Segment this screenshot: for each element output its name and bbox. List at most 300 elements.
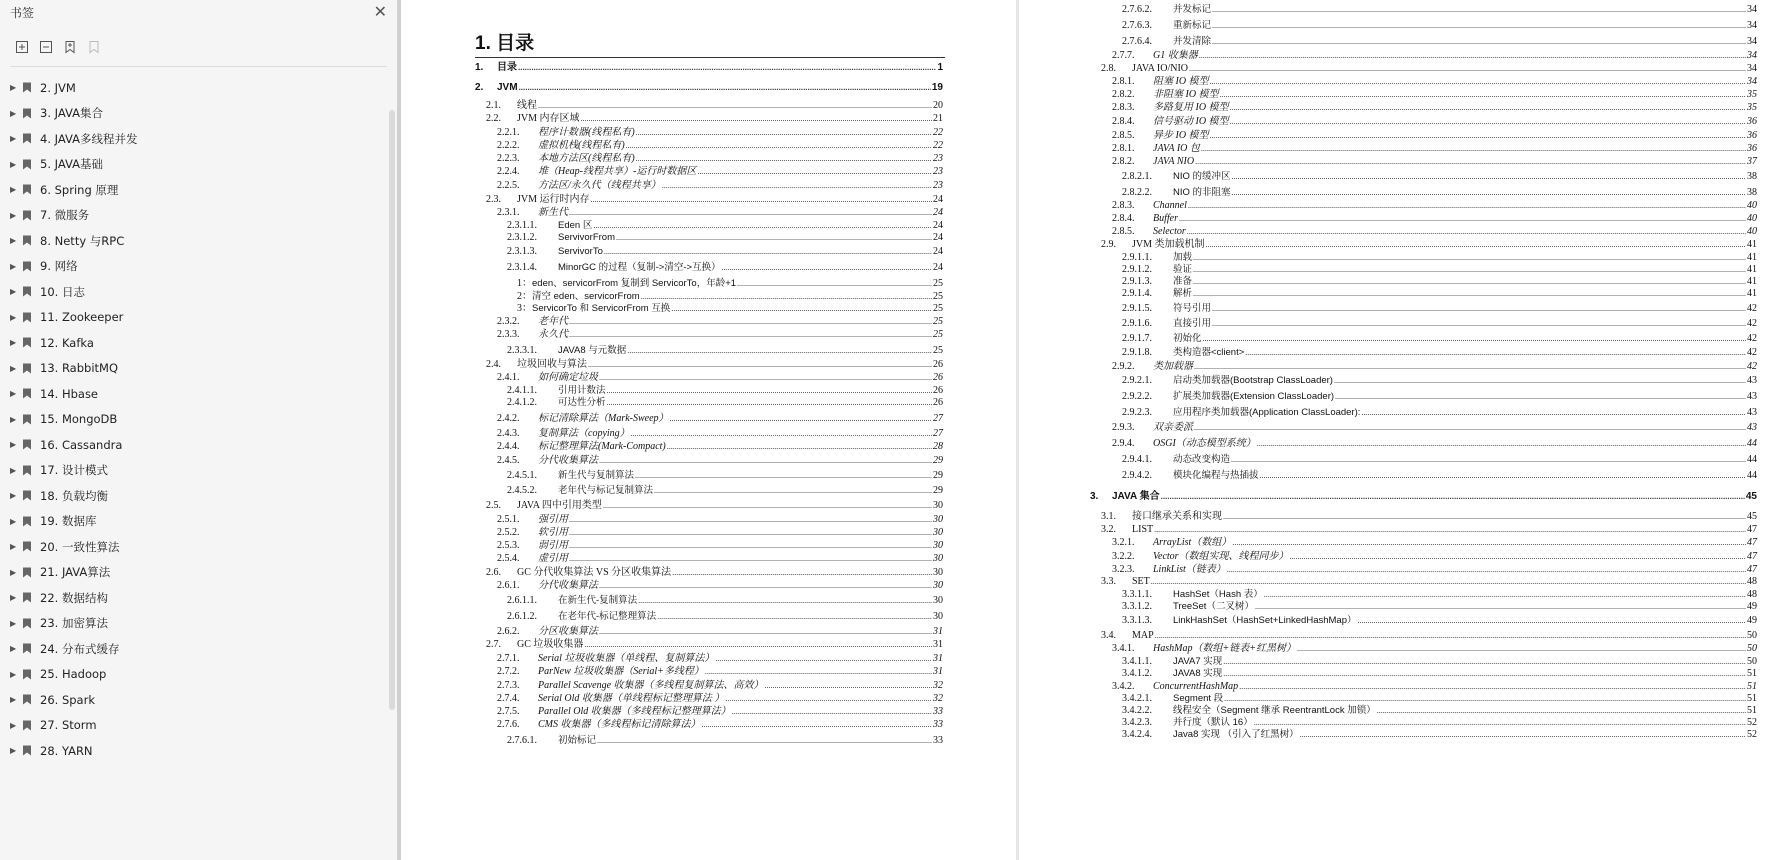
toc-text: LinkHashSet（HashSet+LinkedHashMap） [1173,615,1357,626]
toc-text: 老年代 [538,316,568,327]
toc-entry[interactable] [1112,89,1757,101]
toc-entry[interactable] [507,485,943,497]
bookmark-item[interactable] [0,432,397,458]
bookmark-label: 12. Kafka [40,335,94,350]
toc-entry[interactable] [517,303,943,315]
bookmark-item[interactable] [0,585,397,611]
page-title: 1. 目录 [475,28,945,58]
toc-page-number: 52 [1747,729,1757,740]
toc-page-number: 1 [937,62,943,73]
toc-number: 2.6.2. [497,626,520,637]
toc-entry[interactable] [1122,303,1757,315]
toc-entry[interactable] [497,455,943,467]
dot-leader [1203,333,1746,345]
toc-page-number: 22 [933,127,943,138]
toc-page-number: 26 [933,385,943,396]
toc-page-number: 41 [1747,276,1757,287]
toc-entry[interactable] [1112,102,1757,114]
toc-text: Serial Old 收集器（单线程标记整理算法 ） [538,693,725,704]
expand-arrow-icon[interactable]: ▶ [10,134,17,144]
dot-leader [1155,630,1746,642]
expand-arrow-icon[interactable]: ▶ [10,287,17,297]
toc-text: JVM 内存区域 [517,113,580,124]
toc-entry[interactable] [507,345,943,357]
toc-page-number: 30 [933,567,943,578]
expand-arrow-icon[interactable]: ▶ [10,83,17,93]
bookmark-icon [22,414,32,425]
bookmark-label: 3. JAVA集合 [40,106,103,121]
bookmark-icon [22,312,32,323]
bookmark-item[interactable] [0,381,397,407]
toc-entry[interactable] [1122,615,1757,627]
toc-number: 2.9.1.2. [1122,264,1152,275]
toc-entry[interactable] [517,278,943,290]
toc-number: 3.4.2. [1112,681,1135,692]
toc-entry[interactable] [1112,438,1757,450]
toc-entry[interactable] [497,329,943,341]
dot-leader [1245,347,1746,359]
toc-text: 类加载器 [1153,361,1193,372]
toc-entry[interactable] [1112,681,1757,693]
toc-entry[interactable] [1101,511,1757,523]
toc-text: 本地方法区(线程私有) [538,153,635,164]
toc-number: 2.7.5. [497,706,520,717]
dot-leader [569,527,932,539]
toc-number: 2.7.3. [497,680,520,691]
toc-entry[interactable] [497,180,943,192]
dot-leader [631,428,932,440]
toc-entry[interactable] [1122,318,1757,330]
expand-all-icon[interactable] [14,39,30,55]
dot-leader [1361,407,1746,419]
toc-entry[interactable] [497,680,943,692]
toc-entry[interactable] [1112,130,1757,142]
toc-entry[interactable] [1122,668,1757,680]
bookmark-item[interactable] [0,228,397,254]
toc-entry[interactable] [497,207,943,219]
dot-leader [591,194,932,206]
bookmark-label: 20. 一致性算法 [40,539,120,554]
toc-entry[interactable] [1090,491,1757,503]
expand-arrow-icon[interactable]: ▶ [10,363,17,373]
toc-entry[interactable] [497,693,943,705]
bookmark-item[interactable] [0,254,397,280]
toc-page-number: 23 [933,180,943,191]
expand-arrow-icon[interactable]: ▶ [10,644,17,654]
toc-entry[interactable] [497,666,943,678]
bookmark-item[interactable] [0,738,397,764]
toc-entry[interactable] [1112,213,1757,225]
toc-text: 启动类加载器(Bootstrap ClassLoader) [1173,375,1333,386]
toc-entry[interactable] [507,385,943,397]
toc-number: 2.8.2. [1112,156,1135,167]
bookmark-label: 2. JVM [40,80,76,95]
toc-number: 2.2. [486,113,501,124]
toc-entry[interactable] [497,527,943,539]
toc-page-number: 38 [1747,171,1757,182]
toc-entry[interactable] [1112,537,1757,549]
toc-entry[interactable] [1112,422,1757,434]
toc-number: 2.3.1.2. [507,232,537,243]
toc-text: NIO 的缓冲区 [1173,171,1231,182]
toc-text: 符号引用 [1173,303,1212,314]
toc-number: 3.4. [1101,630,1116,641]
toc-text: 异步 IO 模型 [1153,130,1209,141]
add-bookmark-icon[interactable] [62,39,78,55]
expand-arrow-icon[interactable]: ▶ [10,720,17,730]
close-icon[interactable]: ✕ [373,2,387,21]
bookmark-item[interactable] [0,75,397,101]
toc-number: 2.7. [486,639,501,650]
toc-text: 分代收集算法 [538,455,598,466]
toc-entry[interactable] [507,220,943,232]
toc-page-number: 26 [933,372,943,383]
bookmark-icon [22,388,32,399]
bookmark-item[interactable] [0,152,397,178]
toc-entry[interactable] [1112,551,1757,563]
expand-arrow-icon[interactable]: ▶ [10,669,17,679]
expand-arrow-icon[interactable]: ▶ [10,338,17,348]
bookmark-icon [22,541,32,552]
expand-arrow-icon[interactable]: ▶ [10,746,17,756]
dot-leader [588,359,932,371]
toc-page-number: 24 [933,232,943,243]
dot-leader [1151,576,1746,588]
toc-entry[interactable] [1122,705,1757,717]
toc-page-number: 23 [933,153,943,164]
toc-entry[interactable] [507,470,943,482]
bookmark-item[interactable] [0,483,397,509]
expand-arrow-icon[interactable]: ▶ [10,108,17,118]
toc-entry[interactable] [1122,20,1757,32]
toc-text: 垃圾回收与算法 [517,359,587,370]
expand-arrow-icon[interactable]: ▶ [10,185,17,195]
toc-number: 3.4.2.3. [1122,717,1152,728]
toc-page-number: 48 [1747,576,1757,587]
toc-number: 2.4.5.1. [507,470,537,481]
toc-entry[interactable] [1112,50,1757,62]
toc-number: 1. [475,62,484,73]
toc-page-number: 43 [1747,422,1757,433]
toc-number: 2.9.1.1. [1122,252,1152,263]
toc-entry[interactable] [1101,630,1757,642]
bookmark-icon[interactable] [86,39,102,55]
toc-page-number: 20 [933,100,943,111]
toc-entry[interactable] [486,194,943,206]
toc-number: 2.9.1.3. [1122,276,1152,287]
toc-entry[interactable] [1122,375,1757,387]
toc-text: 目录 [497,62,517,73]
toc-entry[interactable] [1122,347,1757,359]
toc-entry[interactable] [486,359,943,371]
expand-arrow-icon[interactable]: ▶ [10,210,17,220]
toc-number: 3.4.2.2. [1122,705,1152,716]
toc-entry[interactable] [1122,171,1757,183]
toc-number: 3.3.1.1. [1122,589,1152,600]
dot-leader [641,291,932,303]
toc-entry[interactable] [1101,524,1757,536]
toc-entry[interactable] [497,553,943,565]
toc-entry[interactable] [1122,36,1757,48]
toc-page-number: 33 [933,719,943,730]
toc-text: 程序计数器(线程私有) [538,127,635,138]
toc-text: 如何确定垃圾 [538,372,598,383]
toc-entry[interactable] [507,262,943,274]
expand-arrow-icon[interactable]: ▶ [10,618,17,628]
toc-entry[interactable] [497,653,943,665]
bookmark-label: 19. 数据库 [40,514,97,529]
expand-arrow-icon[interactable]: ▶ [10,465,17,475]
bookmark-item[interactable] [0,177,397,203]
toc-text: Parallel Old 收集器（多线程标记整理算法） [538,706,731,717]
toc-entry[interactable] [1112,76,1757,88]
toc-entry[interactable] [1122,729,1757,741]
toc-entry[interactable] [497,127,943,139]
expand-arrow-icon[interactable]: ▶ [10,261,17,271]
toc-number: 3.2. [1101,524,1116,535]
sidebar-scrollbar[interactable] [389,110,395,710]
toc-entry[interactable] [1122,717,1757,729]
toc-page-number: 51 [1747,681,1757,692]
toc-entry[interactable] [486,639,943,651]
bookmark-item[interactable] [0,509,397,535]
bookmark-item[interactable] [0,662,397,688]
toc-entry[interactable] [497,316,943,328]
toc-entry[interactable] [486,567,943,579]
toc-entry[interactable] [497,166,943,178]
toc-entry[interactable] [1112,643,1757,655]
bookmark-icon [22,286,32,297]
expand-arrow-icon[interactable]: ▶ [10,159,17,169]
dot-leader [1239,681,1746,693]
toc-entry[interactable] [497,372,943,384]
toc-entry[interactable] [497,140,943,152]
toc-number: 2.3.1.4. [507,262,537,273]
bookmark-icon [22,133,32,144]
expand-arrow-icon[interactable]: ▶ [10,440,17,450]
toc-page-number: 40 [1747,226,1757,237]
toc-page-number: 26 [933,397,943,408]
dot-leader [1297,643,1746,655]
expand-arrow-icon[interactable]: ▶ [10,236,17,246]
bookmark-label: 22. 数据结构 [40,590,108,605]
toc-number: 3： [517,303,532,314]
toc-text: 解析 [1173,288,1193,299]
toc-page-number: 30 [933,500,943,511]
toc-page-number: 49 [1747,601,1757,612]
toc-entry[interactable] [497,706,943,718]
bookmark-label: 17. 设计模式 [40,463,108,478]
toc-entry[interactable] [507,595,943,607]
toc-entry[interactable] [1122,333,1757,345]
bookmark-icon [22,108,32,119]
dot-leader [1254,717,1746,729]
toc-number: 2.3.3.1. [507,345,537,356]
toc-text: 复制算法（copying） [538,428,630,439]
toc-text: 动态改变构造 [1173,454,1231,465]
expand-arrow-icon[interactable]: ▶ [10,567,17,577]
toc-entry[interactable] [497,626,943,638]
toc-entry[interactable] [497,413,943,425]
expand-arrow-icon[interactable]: ▶ [10,542,17,552]
toc-number: 2.2.1. [497,127,520,138]
bookmark-label: 11. Zookeeper [40,310,124,325]
expand-arrow-icon[interactable]: ▶ [10,414,17,424]
bookmark-item[interactable] [0,687,397,713]
toc-entry[interactable] [1112,226,1757,238]
dot-leader [1188,200,1746,212]
toc-number: 2.9.2. [1112,361,1135,372]
toc-entry[interactable] [497,441,943,453]
toc-text: ParNew 垃圾收集器（Serial+多线程） [538,666,704,677]
toc-entry[interactable] [1112,116,1757,128]
bookmark-item[interactable] [0,636,397,662]
bookmark-item[interactable] [0,458,397,484]
dot-leader [636,153,932,165]
toc-entry[interactable] [1112,156,1757,168]
toc-page-number: 35 [1747,102,1757,113]
toc-entry[interactable] [1101,576,1757,588]
dot-leader [1154,524,1746,536]
bookmark-item[interactable] [0,101,397,127]
toc-number: 2.8.2.2. [1122,187,1152,198]
toc-page-number: 33 [933,706,943,717]
bookmark-item[interactable] [0,407,397,433]
toc-page-number: 24 [933,207,943,218]
toc-entry[interactable] [1122,470,1757,482]
toc-text: GC 分代收集算法 VS 分区收集算法 [517,567,672,578]
toc-text: 应用程序类加载器(Application ClassLoader): [1173,407,1361,418]
bookmark-item[interactable] [0,713,397,739]
bookmark-item[interactable] [0,560,397,586]
toc-entry[interactable] [507,397,943,409]
toc-entry[interactable] [1112,143,1757,155]
dot-leader [1231,454,1746,466]
toc-number: 2.1. [486,100,501,111]
toc-entry[interactable] [1122,187,1757,199]
toc-entry[interactable] [475,82,943,94]
toc-text: 双亲委派 [1153,422,1193,433]
toc-text: 阻塞 IO 模型 [1153,76,1209,87]
dot-leader [1223,668,1746,680]
toc-entry[interactable] [497,153,943,165]
toc-entry[interactable] [1122,656,1757,668]
dot-leader [1194,422,1746,434]
expand-arrow-icon[interactable]: ▶ [10,593,17,603]
toc-page-number: 47 [1747,524,1757,535]
dot-leader [1194,361,1746,373]
bookmark-item[interactable] [0,126,397,152]
toc-text: 强引用 [538,514,568,525]
toc-entry[interactable] [1122,276,1757,288]
toc-entry[interactable] [486,113,943,125]
bookmark-item[interactable] [0,611,397,637]
dot-leader [722,262,932,274]
toc-entry[interactable] [1112,361,1757,373]
toc-text: 并行度（默认 16） [1173,717,1253,728]
toc-entry[interactable] [1112,200,1757,212]
toc-entry[interactable] [1122,264,1757,276]
toc-page-number: 34 [1747,36,1757,47]
bookmark-icon [22,210,32,221]
toc-entry[interactable] [1101,63,1757,75]
bookmark-icon [22,567,32,578]
toc-page-number: 31 [933,626,943,637]
toc-page-number: 42 [1747,303,1757,314]
dot-leader [737,278,932,290]
bookmark-item[interactable] [0,534,397,560]
toc-page-number: 25 [933,278,943,289]
bookmark-item[interactable] [0,356,397,382]
toc-number: 2.8.4. [1112,116,1135,127]
toc-entry[interactable] [1122,391,1757,403]
toc-entry[interactable] [1122,4,1757,16]
toc-entry[interactable] [517,291,943,303]
bookmark-item[interactable] [0,330,397,356]
expand-arrow-icon[interactable]: ▶ [10,491,17,501]
toc-entry[interactable] [1122,693,1757,705]
toc-entry[interactable] [497,428,943,440]
bookmark-item[interactable] [0,279,397,305]
toc-entry[interactable] [1112,564,1757,576]
toc-entry[interactable] [507,611,943,623]
toc-entry[interactable] [486,500,943,512]
toc-page-number: 30 [933,611,943,622]
expand-arrow-icon[interactable]: ▶ [10,695,17,705]
toc-text: 引用计数法 [558,385,606,396]
toc-entry[interactable] [1101,239,1757,251]
toc-text: 在老年代-标记整理算法 [558,611,657,622]
toc-number: 2.8.3. [1112,200,1135,211]
toc-entry[interactable] [486,100,943,112]
dot-leader [569,514,932,526]
toc-entry[interactable] [507,735,943,747]
toc-entry[interactable] [1122,589,1757,601]
toc-entry[interactable] [497,719,943,731]
toc-entry[interactable] [497,514,943,526]
toc-entry[interactable] [497,540,943,552]
toc-entry[interactable] [1122,407,1757,419]
toc-entry[interactable] [1122,288,1757,300]
toc-entry[interactable] [1122,601,1757,613]
toc-page-number: 42 [1747,318,1757,329]
dot-leader [584,639,932,651]
toc-page-number: 23 [933,166,943,177]
bookmark-label: 27. Storm [40,718,97,733]
toc-entry[interactable] [497,580,943,592]
dot-leader [607,385,932,397]
toc-page-number: 44 [1747,470,1757,481]
toc-entry[interactable] [507,246,943,258]
bookmark-item[interactable] [0,305,397,331]
document-page-left [401,0,1016,860]
toc-number: 2.4.1. [497,372,520,383]
toc-text: JVM 类加载机制 [1132,239,1205,250]
expand-arrow-icon[interactable]: ▶ [10,312,17,322]
toc-entry[interactable] [475,62,943,74]
toc-page-number: 43 [1747,375,1757,386]
collapse-all-icon[interactable] [38,39,54,55]
toc-entry[interactable] [1122,252,1757,264]
toc-entry[interactable] [1122,454,1757,466]
toc-text: 虚引用 [538,553,568,564]
bookmark-item[interactable] [0,203,397,229]
toc-page-number: 50 [1747,643,1757,654]
expand-arrow-icon[interactable]: ▶ [10,516,17,526]
toc-entry[interactable] [507,232,943,244]
expand-arrow-icon[interactable]: ▶ [10,389,17,399]
toc-text: MAP [1132,630,1154,641]
